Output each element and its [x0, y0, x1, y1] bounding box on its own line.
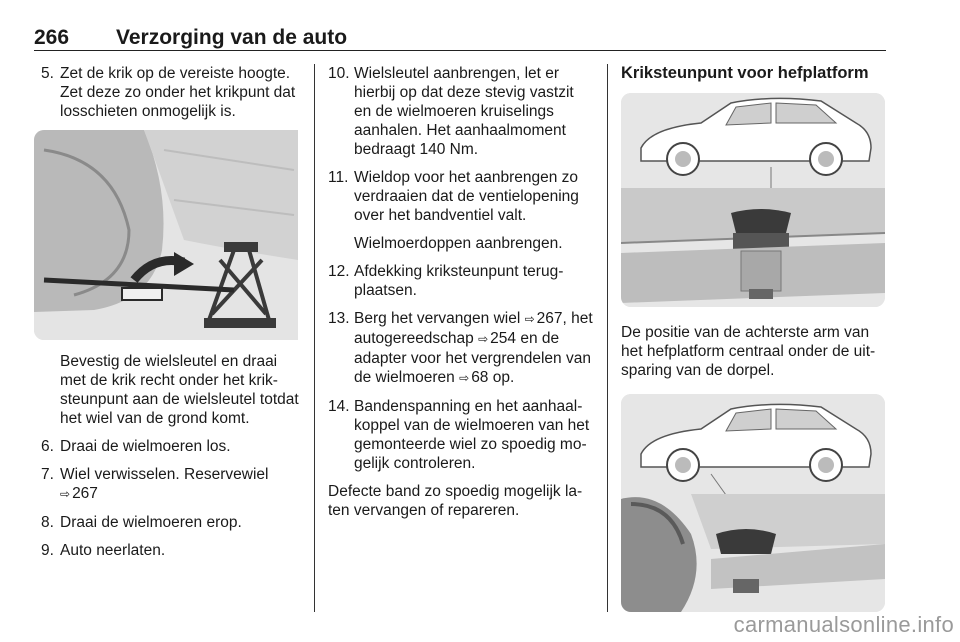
step-6 [34, 437, 302, 456]
car-lift-drawing [621, 93, 885, 307]
page-ref-icon: ⇨ [524, 312, 535, 326]
step-14 [328, 397, 594, 473]
step-text: Draai de wielmoeren los. [60, 438, 231, 455]
step-text: Draai de wielmoeren erop. [60, 514, 242, 531]
column-divider [314, 64, 315, 612]
step-text: Bandenspanning en het aanhaalkoppel van de wielmoeren van het gemonteerde wiel zo spoedig mogelijk controleren. [354, 398, 590, 472]
page-ref[interactable]: 267, [536, 310, 567, 327]
step-number: 10. [328, 65, 350, 82]
step-9 [34, 541, 302, 560]
step-number: 7. [41, 466, 54, 483]
step-number: 5. [41, 65, 54, 82]
jack-illustration [34, 130, 298, 340]
step-5-caption: Bevestig de wielsleutel en draai met de krik recht onder het kriksteunpunt aan de wielsleutel totdat het wiel van de grond komt. [60, 353, 299, 427]
page-ref[interactable]: 267 [72, 485, 98, 502]
step-text: Berg het vervangen wiel [354, 310, 521, 327]
car-lift-drawing [621, 394, 885, 612]
step-13 [328, 309, 594, 388]
watermark: carmanualsonline.info [733, 612, 954, 637]
page-ref-icon: ⇨ [459, 371, 470, 385]
step-text: Wieldop voor het aanbrengen zo verdraaien dat de ventielopening over het bandventiel valt. [354, 169, 579, 224]
lift-point-description: De positie van de achterste arm van het hefplatform centraal onder de uitsparing van de dorpel. [621, 324, 876, 379]
step-12 [328, 262, 594, 300]
page-ref-icon: ⇨ [478, 332, 489, 346]
step-number: 6. [41, 438, 54, 455]
page-ref[interactable]: 254 en de adapter voor het vergrendelen van de wielmoeren [354, 330, 591, 386]
page-header [34, 26, 886, 51]
step-number: 8. [41, 514, 54, 531]
step-text: Zet de krik op de vereiste hoogte. Zet deze zo onder het krikpunt dat losschieten onmogelijk is. [60, 65, 296, 120]
page-ref[interactable]: 68 op. [471, 369, 515, 386]
column-divider [607, 64, 608, 612]
step-text: Wiel verwisselen. Reservewiel [60, 466, 269, 483]
step-10 [328, 64, 594, 159]
chapter-title: Verzorging van de auto [116, 26, 348, 49]
step-text: het autogereedschap [354, 310, 593, 347]
step-8 [34, 513, 302, 532]
page-number: 266 [34, 26, 70, 49]
column-2 [328, 64, 594, 529]
step-number: 12. [328, 263, 350, 280]
step-11 [328, 168, 594, 225]
jack-drawing [34, 130, 298, 340]
column-1 [34, 64, 302, 569]
step-5 [34, 64, 302, 121]
step-text: Afdekking kriksteunpunt terugplaatsen. [354, 263, 564, 299]
step-7 [34, 465, 302, 504]
section-title: Kriksteunpunt voor hefplatform [621, 64, 869, 82]
step-text: Auto neerlaten. [60, 542, 166, 559]
step-number: 11. [328, 169, 349, 186]
step-text: Wielsleutel aanbrengen, let er hierbij op dat deze stevig vastzit en de wielmoeren kruiselings aanhalen. Het aanhaalmoment bedraagt 140 Nm. [354, 65, 574, 158]
column-3 [621, 64, 886, 612]
step-number: 13. [328, 310, 350, 327]
step-11-extra: Wielmoerdoppen aanbrengen. [354, 235, 563, 252]
closing-note: Defecte band zo spoedig mogelijk laten vervangen of repareren. [328, 483, 583, 519]
step-number: 9. [41, 542, 54, 559]
lift-point-illustration-rear [621, 394, 885, 612]
lift-point-illustration-front [621, 93, 885, 307]
step-number: 14. [328, 398, 350, 415]
page-ref-icon: ⇨ [60, 487, 71, 501]
